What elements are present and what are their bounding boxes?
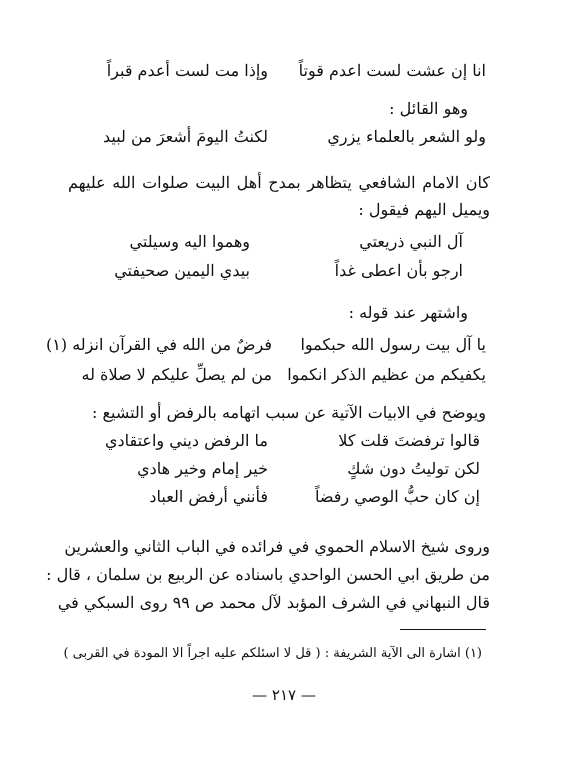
verse-hemistich: وإذا مت لست أعدم قبراً xyxy=(106,61,268,80)
prose-line: قال النبهاني في الشرف المؤبد لآل محمد ص ٩٩ روى السبكي في xyxy=(57,593,490,612)
prose-line: ويوضح في الابيات الآتية عن سبب اتهامه بالرفض أو التشيع : xyxy=(92,403,486,422)
verse-hemistich: إن كان حبُّ الوصي رفضاً xyxy=(314,487,480,506)
verse-hemistich: قالوا ترفضتَ قلت كلا xyxy=(338,431,480,450)
verse-hemistich: يكفيكم من عظيم الذكر انكموا xyxy=(287,365,486,384)
verse-hemistich: انا إن عشت لست اعدم قوتاً xyxy=(298,61,486,80)
verse-hemistich: من لم يصلِّ عليكم لا صلاة له xyxy=(81,365,272,384)
verse-intro-label: وهو القائل : xyxy=(389,99,468,118)
verse-hemistich: لكنتُ اليومَ أشعرَ من لبيد xyxy=(103,127,268,146)
verse-hemistich: آل النبي ذريعتي xyxy=(359,232,463,251)
prose-line: ويميل اليهم فيقول : xyxy=(358,200,490,219)
prose-line: وروى شيخ الاسلام الحموي في فرائده في الباب الثاني والعشرين xyxy=(64,537,490,556)
verse-hemistich: فأنني أرفض العباد xyxy=(149,487,268,506)
footnote: (١) اشارة الى الآية الشريفة : ( قل لا اسئلكم عليه اجراً الا المودة في القربى ) xyxy=(63,646,482,661)
verse-hemistich: ارجو بأن اعطى غداً xyxy=(334,261,463,280)
verse-hemistich: بيدي اليمين صحيفتي xyxy=(114,261,250,280)
verse-hemistich: ما الرفض ديني واعتقادي xyxy=(104,431,268,450)
page-number: — ٢١٧ — xyxy=(252,686,316,704)
verse-intro-label: واشتهر عند قوله : xyxy=(348,303,468,322)
verse-hemistich: يا آل بيت رسول الله حبكموا xyxy=(300,335,486,354)
verse-hemistich: وهموا اليه وسيلتي xyxy=(129,232,250,251)
verse-hemistich: فرضٌ من الله في القرآن انزله (١) xyxy=(46,335,272,354)
verse-hemistich: ولو الشعر بالعلماء يزري xyxy=(327,127,486,146)
verse-hemistich: لكن توليتُ دون شكٍ xyxy=(347,459,480,478)
prose-line: كان الامام الشافعي يتظاهر بمدح أهل البيت صلوات الله عليهم xyxy=(68,173,490,192)
verse-hemistich: خير إمام وخير هادي xyxy=(137,459,268,478)
prose-line: من طريق ابي الحسن الواحدي باسناده عن الربيع بن سلمان ، قال : xyxy=(46,565,490,584)
footnote-divider xyxy=(400,629,486,630)
